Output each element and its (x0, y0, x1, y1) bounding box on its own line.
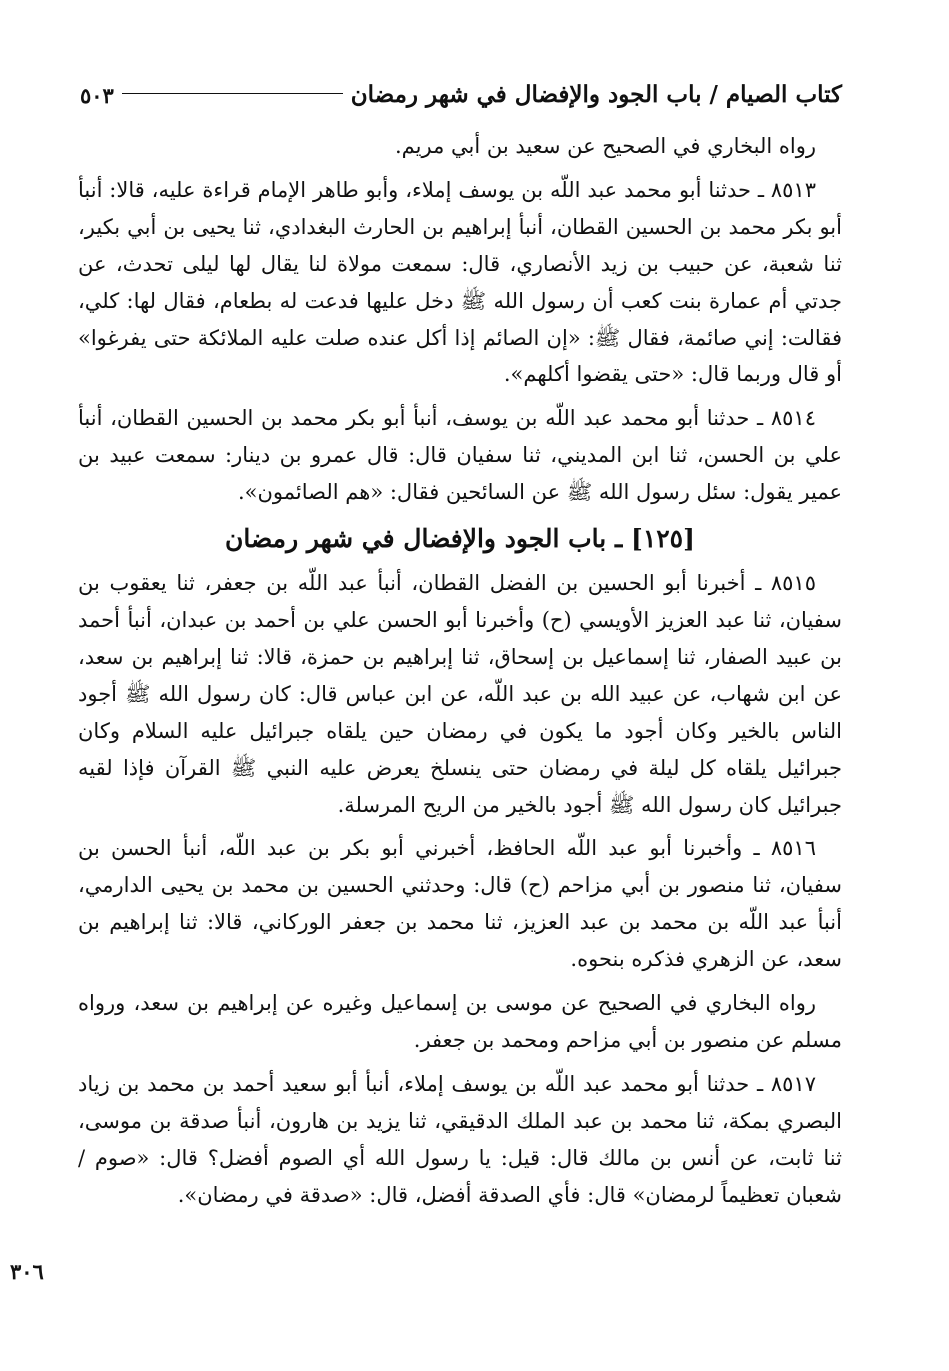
margin-page-number: ٣٠٦ (10, 1259, 44, 1284)
hadith-8516: ٨٥١٦ ـ وأخبرنا أبو عبد اللّه الحافظ، أخبرني أبو بكر بن عبد اللّه، أنبأ الحسن بن سفيان، ثنا منصور بن أبي مزاحم (ح) قال: وحدثني الحسين بن محمد بن يحيى الدارمي، أنبأ عبد اللّه بن محمد بن عبد العزيز، ثنا محمد بن جعفر الوركاني، قالا: ثنا إبراهيم بن سعد، عن الزهري فذكره بنحوه. (78, 836, 842, 972)
hadith-8515: ٨٥١٥ ـ أخبرنا أبو الحسين بن الفضل القطان، أنبأ عبد اللّه بن جعفر، ثنا يعقوب بن سفيان، ثنا عبد العزيز الأويسي (ح) وأخبرنا أبو الحسن علي بن أحمد بن عبدان، أنبأ أحمد بن عبيد الصفار، ثنا إسماعيل بن إسحاق، ثنا إبراهيم بن حمزة، قالا: ثنا إبراهيم بن سعد، عن ابن شهاب، عن عبيد الله بن عبد اللّه، عن ابن عباس قال: كان رسول الله ﷺ أجود الناس بالخير وكان أجود ما يكون في رمضان حين يلقاه جبرائيل عليه السلام وكان جبرائيل يلقاه كل ليلة في رمضان حتى ينسلخ يعرض عليه النبي ﷺ القرآن فإذا لقيه جبرائيل كان رسول الله ﷺ أجود بالخير من الريح المرسلة. (78, 571, 842, 817)
hadith-8517: ٨٥١٧ ـ حدثنا أبو محمد عبد اللّه بن يوسف إملاء، أنبأ أبو سعيد أحمد بن محمد بن زياد البصري بمكة، ثنا محمد بن عبد الملك الدقيقي، ثنا يزيد بن هارون، أنبأ صدقة بن موسى، ثنا ثابت، عن أنس بن مالك قال: قيل: يا رسول الله أي الصوم أفضل؟ قال: «صوم /شعبان تعظيماً لرمضان» قال: فأي الصدقة أفضل، قال: «صدقة في رمضان». (78, 1071, 842, 1207)
header-title: كتاب الصيام / باب الجود والإفضال في شهر رمضان (350, 81, 842, 108)
header-rule (122, 93, 343, 94)
hadith-8513: ٨٥١٣ ـ حدثنا أبو محمد عبد اللّه بن يوسف إملاء، وأبو طاهر الإمام قراءة عليه، قالا: أنبأ أبو بكر محمد بن الحسين القطان، أنبأ إبراهيم بن الحارث البغدادي، ثنا يحيى بن أبي بكير، ثنا شعبة، عن حبيب بن زيد الأنصاري، قال: سمعت مولاة لنا يقال لها ليلى تحدث، عن جدتي أم عمارة بنت كعب أن رسول الله ﷺ دخل عليها فدعت له بطعام، فقال لها: كلي، فقالت: إني صائمة، فقال ﷺ: «إن الصائم إذا أكل عنده صلت عليه الملائكة حتى يفرغوا» أو قال وربما قال: «حتى يقضوا أكلهم». (78, 177, 842, 387)
running-header (80, 68, 842, 108)
page-body (78, 128, 842, 1220)
chapter-heading: [١٢٥] ـ باب الجود والإفضال في شهر رمضان (225, 524, 695, 554)
hadith-8514: ٨٥١٤ ـ حدثنا أبو محمد عبد اللّه بن يوسف، أنبأ أبو بكر محمد بن الحسين القطان، أنبأ علي بن الحسن، ثنا ابن المديني، ثنا سفيان قال: قال عمرو بن دينار: سمعت عبيد بن عمير يقول: سئل رسول الله ﷺ عن السائحين فقال: «هم الصائمون». (78, 406, 842, 505)
paragraph-riwaya-1: رواه البخاري في الصحيح عن سعيد بن أبي مريم. (394, 134, 816, 158)
paragraph-riwaya-2: رواه البخاري في الصحيح عن موسى بن إسماعيل وغيره عن إبراهيم بن سعد، ورواه مسلم عن منصور بن أبي مزاحم ومحمد بن جعفر. (78, 991, 842, 1052)
page-number: ٥٠٣ (80, 83, 114, 108)
